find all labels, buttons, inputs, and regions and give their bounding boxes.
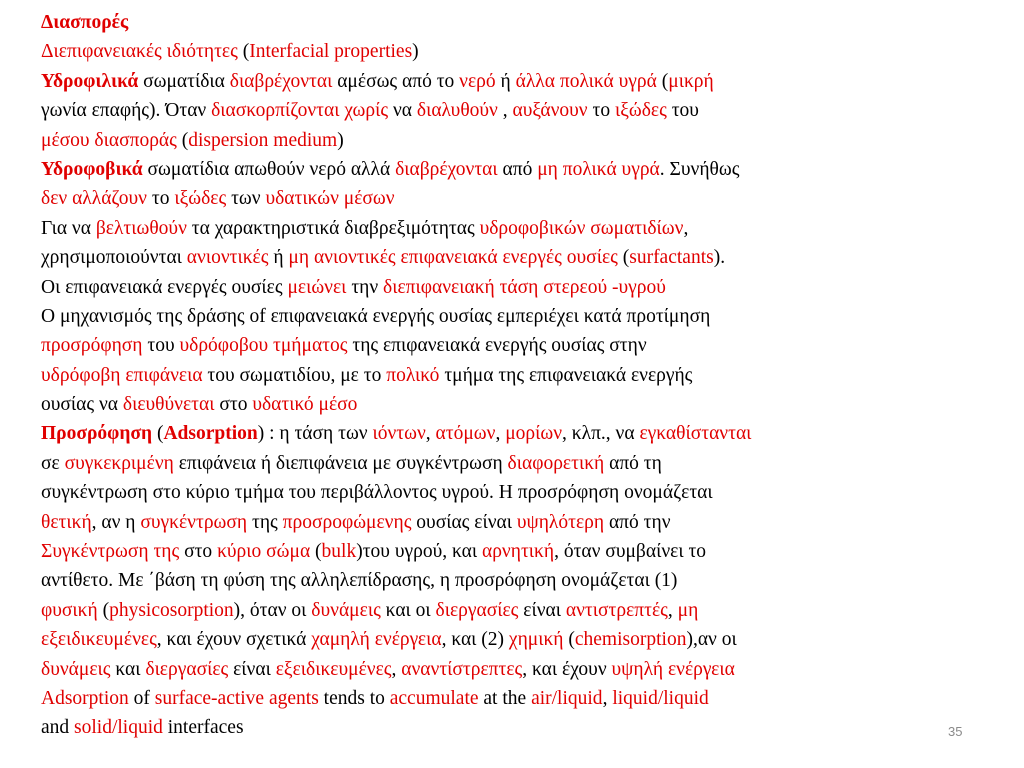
text-run: ) xyxy=(337,129,344,151)
text-run: , xyxy=(391,658,402,680)
text-line xyxy=(41,126,991,155)
highlighted-term: χαμηλή ενέργεια xyxy=(311,629,442,651)
text-line xyxy=(41,331,991,360)
text-line xyxy=(41,449,991,478)
text-line xyxy=(41,273,991,302)
highlighted-term: αυξάνουν xyxy=(512,100,588,122)
text-line xyxy=(41,390,991,419)
text-run: , και (2) xyxy=(441,629,509,651)
text-line xyxy=(41,155,991,184)
highlighted-term: φυσική xyxy=(41,599,98,621)
text-run: at the xyxy=(478,687,532,709)
highlighted-term: συγκεκριμένη xyxy=(64,452,174,474)
highlighted-term: Υδροφιλικά xyxy=(41,70,139,92)
text-line xyxy=(41,184,991,213)
highlighted-term: κύριο σώμα xyxy=(217,541,311,563)
text-run: σωματίδια απωθούν νερό αλλά xyxy=(142,158,396,180)
text-run: είναι xyxy=(518,599,566,621)
text-line xyxy=(41,361,991,390)
text-run: . Συνήθως xyxy=(659,158,740,180)
highlighted-term: πολικό xyxy=(386,364,440,386)
highlighted-term: διασκορπίζονται χωρίς xyxy=(211,100,389,122)
text-run: , xyxy=(497,100,513,122)
text-run: , αν η xyxy=(91,511,141,533)
text-run: στο xyxy=(214,394,253,416)
text-run: σωματίδια xyxy=(138,70,230,92)
highlighted-term: μειώνει xyxy=(287,276,347,298)
highlighted-term: δυνάμεις xyxy=(311,599,381,621)
highlighted-term: εγκαθίστανται xyxy=(639,423,752,445)
text-run: , xyxy=(683,217,689,239)
text-line xyxy=(41,419,991,448)
text-run: , xyxy=(495,423,506,445)
highlighted-term: Adsorption xyxy=(41,687,129,709)
slide-body xyxy=(41,8,991,743)
text-run: συγκέντρωση στο κύριο τμήμα του περιβάλλοντος υγρού. Η προσρόφηση ονομάζεται xyxy=(41,482,713,504)
text-run: του σωματιδίου, με το xyxy=(202,364,387,386)
highlighted-term: Διασπορές xyxy=(41,12,129,33)
text-run: ( xyxy=(176,129,189,151)
highlighted-term: Διεπιφανειακές ιδιότητες xyxy=(41,41,238,63)
highlighted-term: προσροφώμενης xyxy=(282,511,412,533)
text-run: στο xyxy=(179,541,218,563)
text-line xyxy=(41,537,991,566)
highlighted-term: διεργασίες xyxy=(435,599,519,621)
highlighted-term: ιόντων xyxy=(372,423,426,445)
text-run: interfaces xyxy=(162,717,244,739)
text-run: ( xyxy=(310,541,322,563)
text-run: αμέσως από το xyxy=(332,70,460,92)
text-run: σε xyxy=(41,452,65,474)
highlighted-term: υδατικών μέσων xyxy=(265,188,395,210)
text-line xyxy=(41,243,991,272)
text-line xyxy=(41,96,991,125)
text-run: τα χαρακτηριστικά διαβρεξιμότητας xyxy=(186,217,480,239)
highlighted-term: υψηλή ενέργεια xyxy=(611,658,735,680)
highlighted-term: ιξώδες xyxy=(174,188,227,210)
text-line xyxy=(41,713,991,742)
highlighted-term: εξειδικευμένες xyxy=(275,658,392,680)
text-line xyxy=(41,596,991,625)
text-run: την xyxy=(346,276,384,298)
text-line xyxy=(41,625,991,654)
text-run: , και έχουν xyxy=(522,658,612,680)
text-line xyxy=(41,684,991,713)
highlighted-term: Συγκέντρωση της xyxy=(41,541,180,563)
text-run: από τη xyxy=(604,452,662,474)
highlighted-term: air/liquid xyxy=(531,687,603,709)
highlighted-term: υψηλότερη xyxy=(516,511,605,533)
highlighted-term: bulk xyxy=(321,541,357,563)
text-run: ),αν οι xyxy=(686,629,737,651)
highlighted-term: ιξώδες xyxy=(614,100,667,122)
highlighted-term: chemisorption xyxy=(574,629,687,651)
highlighted-term: διεργασίες xyxy=(145,658,229,680)
highlighted-term: solid/liquid xyxy=(74,717,163,739)
highlighted-term: δεν αλλάζουν xyxy=(41,188,147,210)
text-run: and xyxy=(41,717,75,739)
text-run: Οι επιφανειακά ενεργές ουσίες xyxy=(41,276,288,298)
text-run: χρησιμοποιούνται xyxy=(41,247,187,269)
text-run: ( xyxy=(617,247,630,269)
text-line xyxy=(41,655,991,684)
text-run: ( xyxy=(237,41,250,63)
text-run: των xyxy=(226,188,266,210)
text-run: , κλπ., να xyxy=(562,423,640,445)
highlighted-term: διαφορετική xyxy=(507,452,605,474)
text-run: γωνία επαφής). Όταν xyxy=(41,100,212,122)
text-run: , xyxy=(602,687,613,709)
text-run: επιφάνεια ή διεπιφάνεια με συγκέντρωση xyxy=(173,452,508,474)
text-run: του xyxy=(666,100,699,122)
text-run: ή xyxy=(495,70,516,92)
text-run: και xyxy=(110,658,146,680)
highlighted-term: surfactants xyxy=(629,247,714,269)
highlighted-term: θετική xyxy=(41,511,92,533)
text-run: και οι xyxy=(380,599,436,621)
highlighted-term: προσρόφηση xyxy=(41,335,143,357)
highlighted-term: υδατικό μέσο xyxy=(252,394,358,416)
highlighted-term: ατόμων xyxy=(435,423,496,445)
text-line xyxy=(41,8,991,37)
text-run: , όταν συμβαίνει το xyxy=(554,541,707,563)
highlighted-term: dispersion medium xyxy=(188,129,338,151)
text-run: το xyxy=(587,100,615,122)
highlighted-term: Interfacial properties xyxy=(249,41,413,63)
highlighted-term: διαλυθούν xyxy=(416,100,498,122)
highlighted-term: accumulate xyxy=(389,687,479,709)
highlighted-term: δυνάμεις xyxy=(41,658,111,680)
text-run: ουσίας είναι xyxy=(411,511,517,533)
text-run: του xyxy=(142,335,180,357)
text-run: Για να xyxy=(41,217,96,239)
text-run: ουσίας να xyxy=(41,394,123,416)
slide-number: 35 xyxy=(948,724,963,739)
highlighted-term: νερό xyxy=(459,70,496,92)
text-run: ( xyxy=(656,70,669,92)
highlighted-term: μη πολικά υγρά xyxy=(537,158,660,180)
highlighted-term: υδροφοβικών σωματιδίων xyxy=(479,217,684,239)
highlighted-term: χημική xyxy=(508,629,564,651)
highlighted-term: άλλα πολικά υγρά xyxy=(515,70,657,92)
text-run: , xyxy=(425,423,436,445)
text-run: από xyxy=(497,158,538,180)
highlighted-term: Προσρόφηση xyxy=(41,423,153,445)
text-run: ) : η τάση των xyxy=(257,423,373,445)
text-run: ). xyxy=(713,247,726,269)
text-run: Ο μηχανισμός της δράσης of επιφανειακά ενεργής ουσίας εμπεριέχει κατά προτίμηση xyxy=(41,305,711,327)
text-run: ή xyxy=(268,247,289,269)
highlighted-term: υδρόφοβη επιφάνεια xyxy=(41,364,203,386)
highlighted-term: μέσου διασποράς xyxy=(41,129,177,151)
highlighted-term: μικρή xyxy=(668,70,714,92)
highlighted-term: βελτιωθούν xyxy=(95,217,187,239)
text-line xyxy=(41,67,991,96)
highlighted-term: διαβρέχονται xyxy=(229,70,333,92)
text-line xyxy=(41,302,991,331)
highlighted-term: υδρόφοβου τμήματος xyxy=(179,335,348,357)
highlighted-term: αντιστρεπτές xyxy=(565,599,668,621)
text-line xyxy=(41,478,991,507)
text-run: είναι xyxy=(228,658,276,680)
text-run: τμήμα της επιφανειακά ενεργής xyxy=(439,364,693,386)
highlighted-term: εξειδικευμένες xyxy=(41,629,157,651)
text-line xyxy=(41,214,991,243)
text-run: ( xyxy=(152,423,164,445)
highlighted-term: surface-active agents xyxy=(154,687,319,709)
text-run: , και έχουν σχετικά xyxy=(156,629,312,651)
highlighted-term: Adsorption xyxy=(163,423,258,445)
text-run: από την xyxy=(604,511,671,533)
text-run: , xyxy=(667,599,678,621)
highlighted-term: physicosorption xyxy=(109,599,234,621)
highlighted-term: αναντίστρεπτες xyxy=(401,658,523,680)
highlighted-term: μορίων xyxy=(505,423,563,445)
text-run: of xyxy=(128,687,155,709)
highlighted-term: Υδροφοβικά xyxy=(41,158,143,180)
highlighted-term: μη ανιοντικές επιφανειακά ενεργές ουσίες xyxy=(288,247,618,269)
highlighted-term: liquid/liquid xyxy=(612,687,709,709)
text-run: της xyxy=(247,511,283,533)
text-run: ) xyxy=(412,41,419,63)
highlighted-term: διεπιφανειακή τάση στερεού -υγρού xyxy=(383,276,666,298)
text-line xyxy=(41,37,991,66)
text-run: ( xyxy=(563,629,575,651)
text-run: )του υγρού, και xyxy=(356,541,482,563)
text-run: αντίθετο. Με ΄βάση τη φύση της αλληλεπίδρασης, η προσρόφηση ονομάζεται (1) xyxy=(41,570,678,592)
highlighted-term: συγκέντρωση xyxy=(140,511,248,533)
text-line xyxy=(41,566,991,595)
text-line xyxy=(41,508,991,537)
highlighted-term: διαβρέχονται xyxy=(395,158,498,180)
text-run: ( xyxy=(97,599,110,621)
highlighted-term: μη xyxy=(677,599,699,621)
text-run: tends to xyxy=(318,687,390,709)
text-run: της επιφανειακά ενεργής ουσίας στην xyxy=(347,335,647,357)
text-run: το xyxy=(146,188,175,210)
text-run: να xyxy=(388,100,417,122)
highlighted-term: αρνητική xyxy=(481,541,555,563)
highlighted-term: διευθύνεται xyxy=(122,394,215,416)
highlighted-term: ανιοντικές xyxy=(186,247,269,269)
text-run: ), όταν οι xyxy=(233,599,312,621)
